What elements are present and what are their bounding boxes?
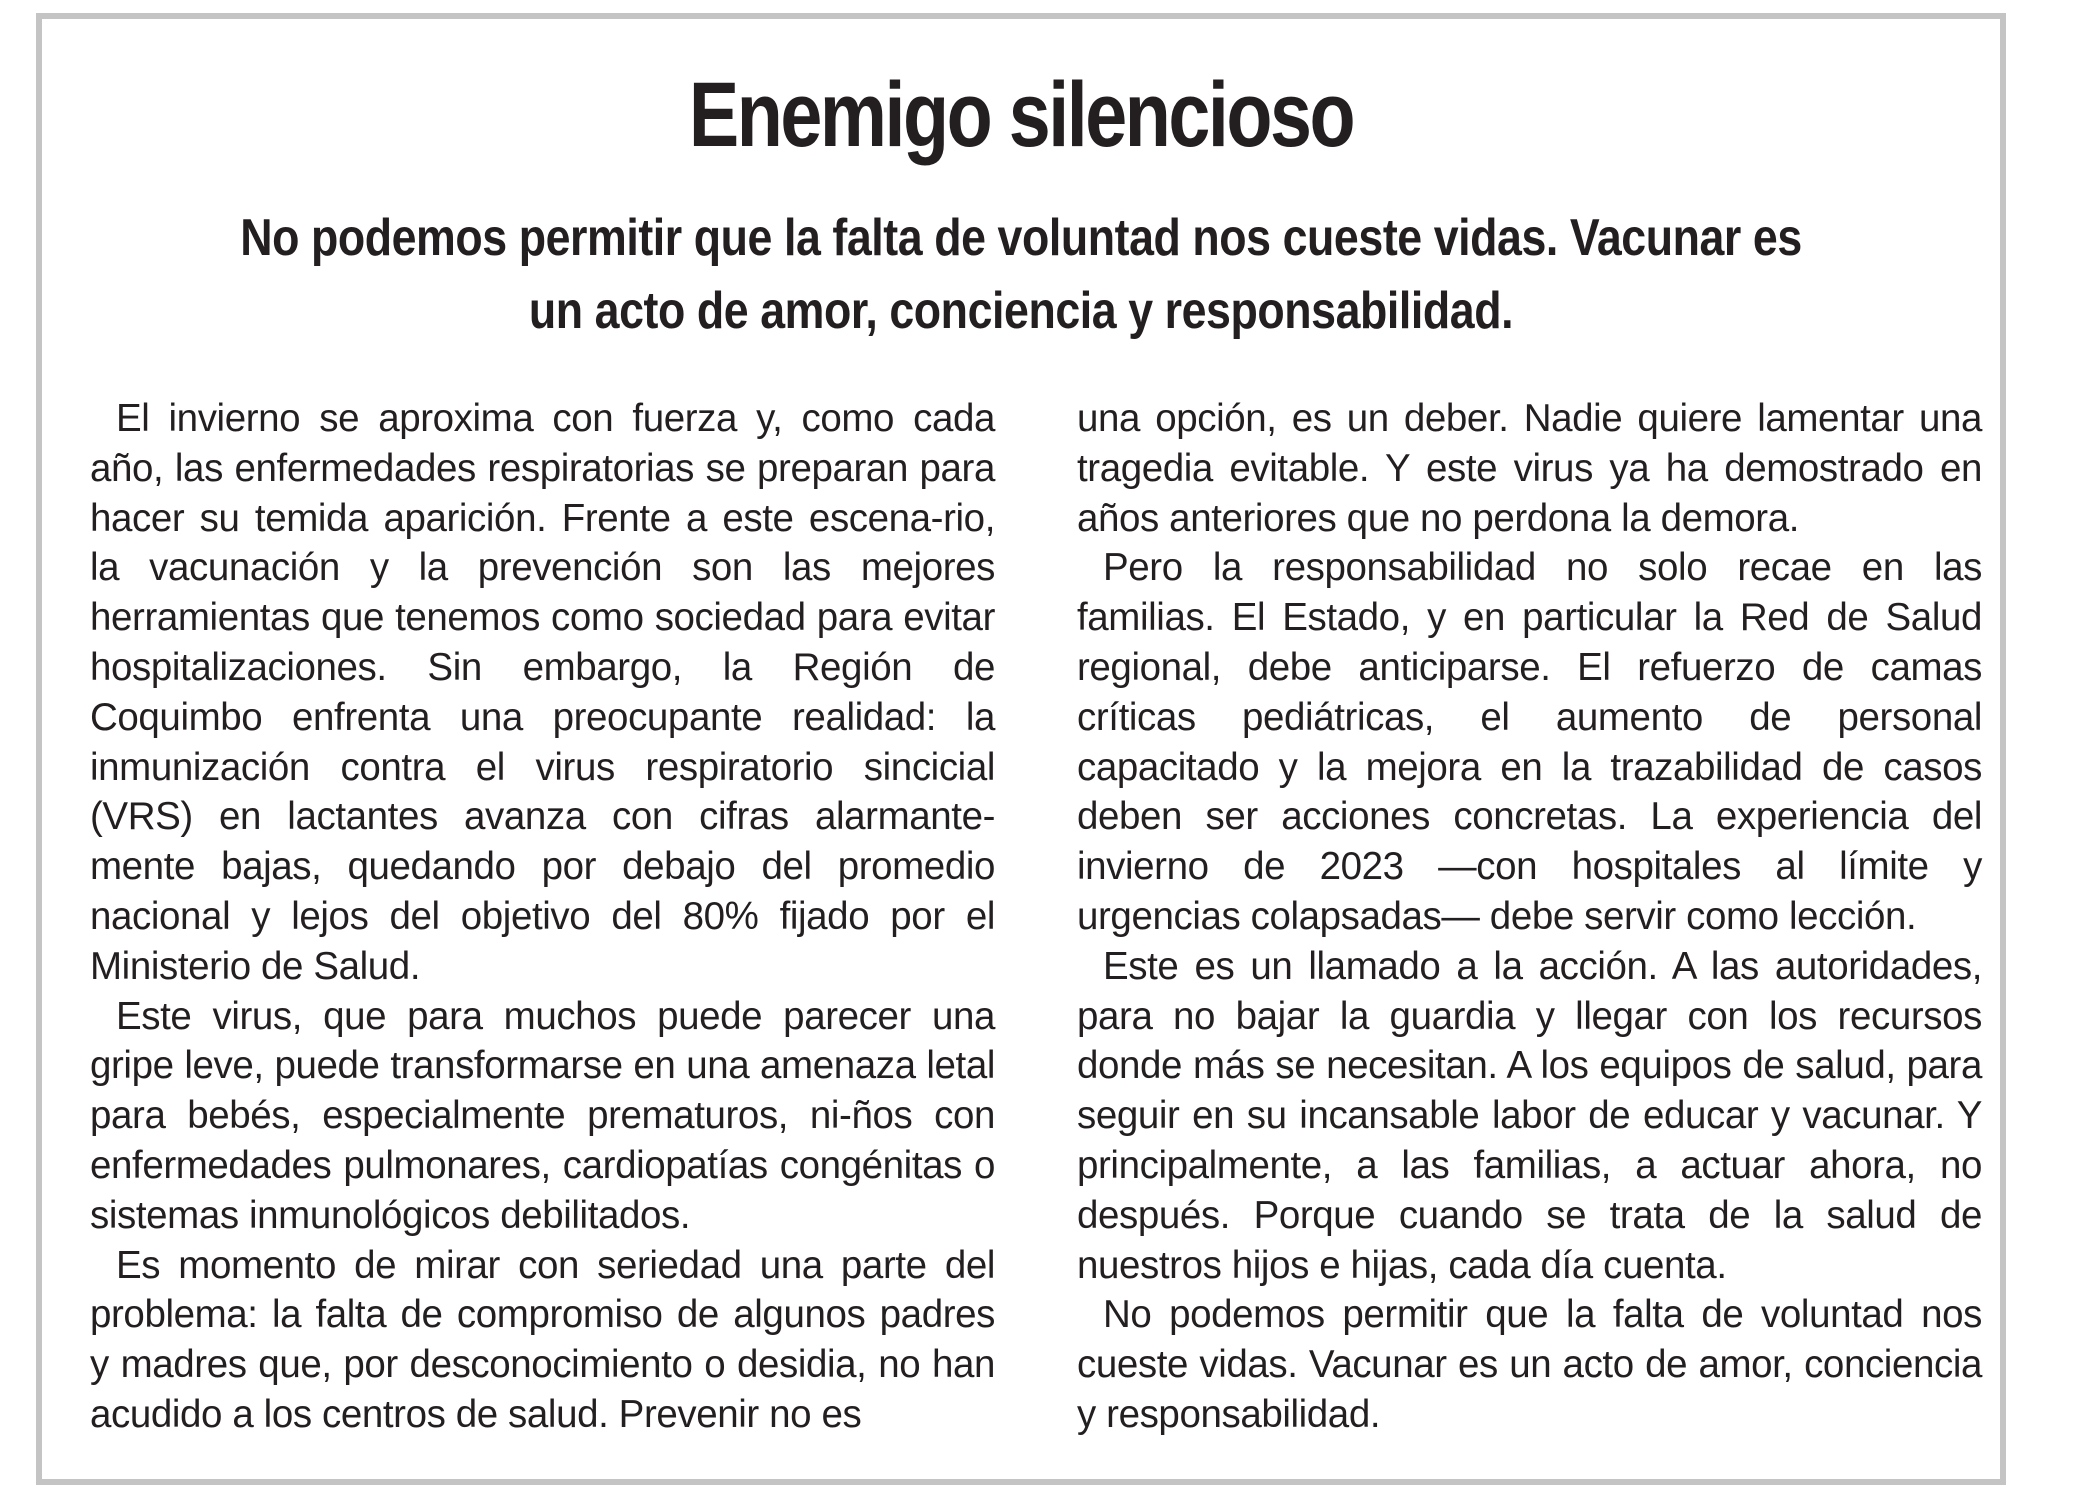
article-paragraph-continued: una opción, es un deber. Nadie quiere lamentar una tragedia evitable. Y este virus ya ha demostrado en años anteriores que no perdona la demora. xyxy=(1077,397,1982,540)
article-paragraph: Este es un llamado a la acción. A las autoridades, para no bajar la guardia y llegar con los recursos donde más se necesitan. A los equipos de salud, para seguir en su incansable labor de educar y vacunar. Y principalmente, a las familias, a actuar ahora, no después. Porque cuando se trata de la salud de nuestros hijos e hijas, cada día cuenta. xyxy=(1077,944,1982,1287)
article-column-right xyxy=(1077,394,1982,1440)
article-paragraph: Pero la responsabilidad no solo recae en las familias. El Estado, y en particular la Red de Salud regional, debe anticiparse. El refuerzo de camas críticas pediátricas, el aumento de personal capacitado y la mejora en la trazabilidad de casos deben ser acciones concretas. La experiencia del invierno de 2023 —con hospitales al límite y urgencias colapsadas— debe servir como lección. xyxy=(1077,546,1982,938)
article-frame xyxy=(36,13,2006,1485)
article-title: Enemigo silencioso xyxy=(688,64,1354,166)
article-paragraph: Es momento de mirar con seriedad una parte del problema: la falta de compromiso de algunos padres y madres que, por desconocimiento o desidia, no han acudido a los centros de salud. Prevenir no es xyxy=(90,1243,995,1436)
article-paragraph: El invierno se aproxima con fuerza y, como cada año, las enfermedades respiratorias se preparan para hacer su temida aparición. Frente a este escena-rio, la vacunación y la prevención son las mejores herramientas que tenemos como sociedad para evitar hospitalizaciones. Sin embargo, la Región de Coquimbo enfrenta una preocupante realidad: la inmunización contra el virus respiratorio sincicial (VRS) en lactantes avanza con cifras alarmante-mente bajas, quedando por debajo del promedio nacional y lejos del objetivo del 80% fijado por el Ministerio de Salud. xyxy=(90,397,995,988)
article-paragraph: Este virus, que para muchos puede parecer una gripe leve, puede transformarse en una amenaza letal para bebés, especialmente prematuros, ni-ños con enfermedades pulmonares, cardiopatías congénitas o sistemas inmunológicos debilitados. xyxy=(90,994,995,1237)
article-subtitle-text: No podemos permitir que la falta de voluntad nos cueste vidas. Vacunar es un acto de amor, conciencia y responsabilidad. xyxy=(240,209,1802,340)
article-column-left xyxy=(90,394,995,1440)
article-paragraph: No podemos permitir que la falta de voluntad nos cueste vidas. Vacunar es un acto de amor, conciencia y responsabilidad. xyxy=(1077,1293,1982,1436)
article-subtitle xyxy=(102,202,1940,348)
